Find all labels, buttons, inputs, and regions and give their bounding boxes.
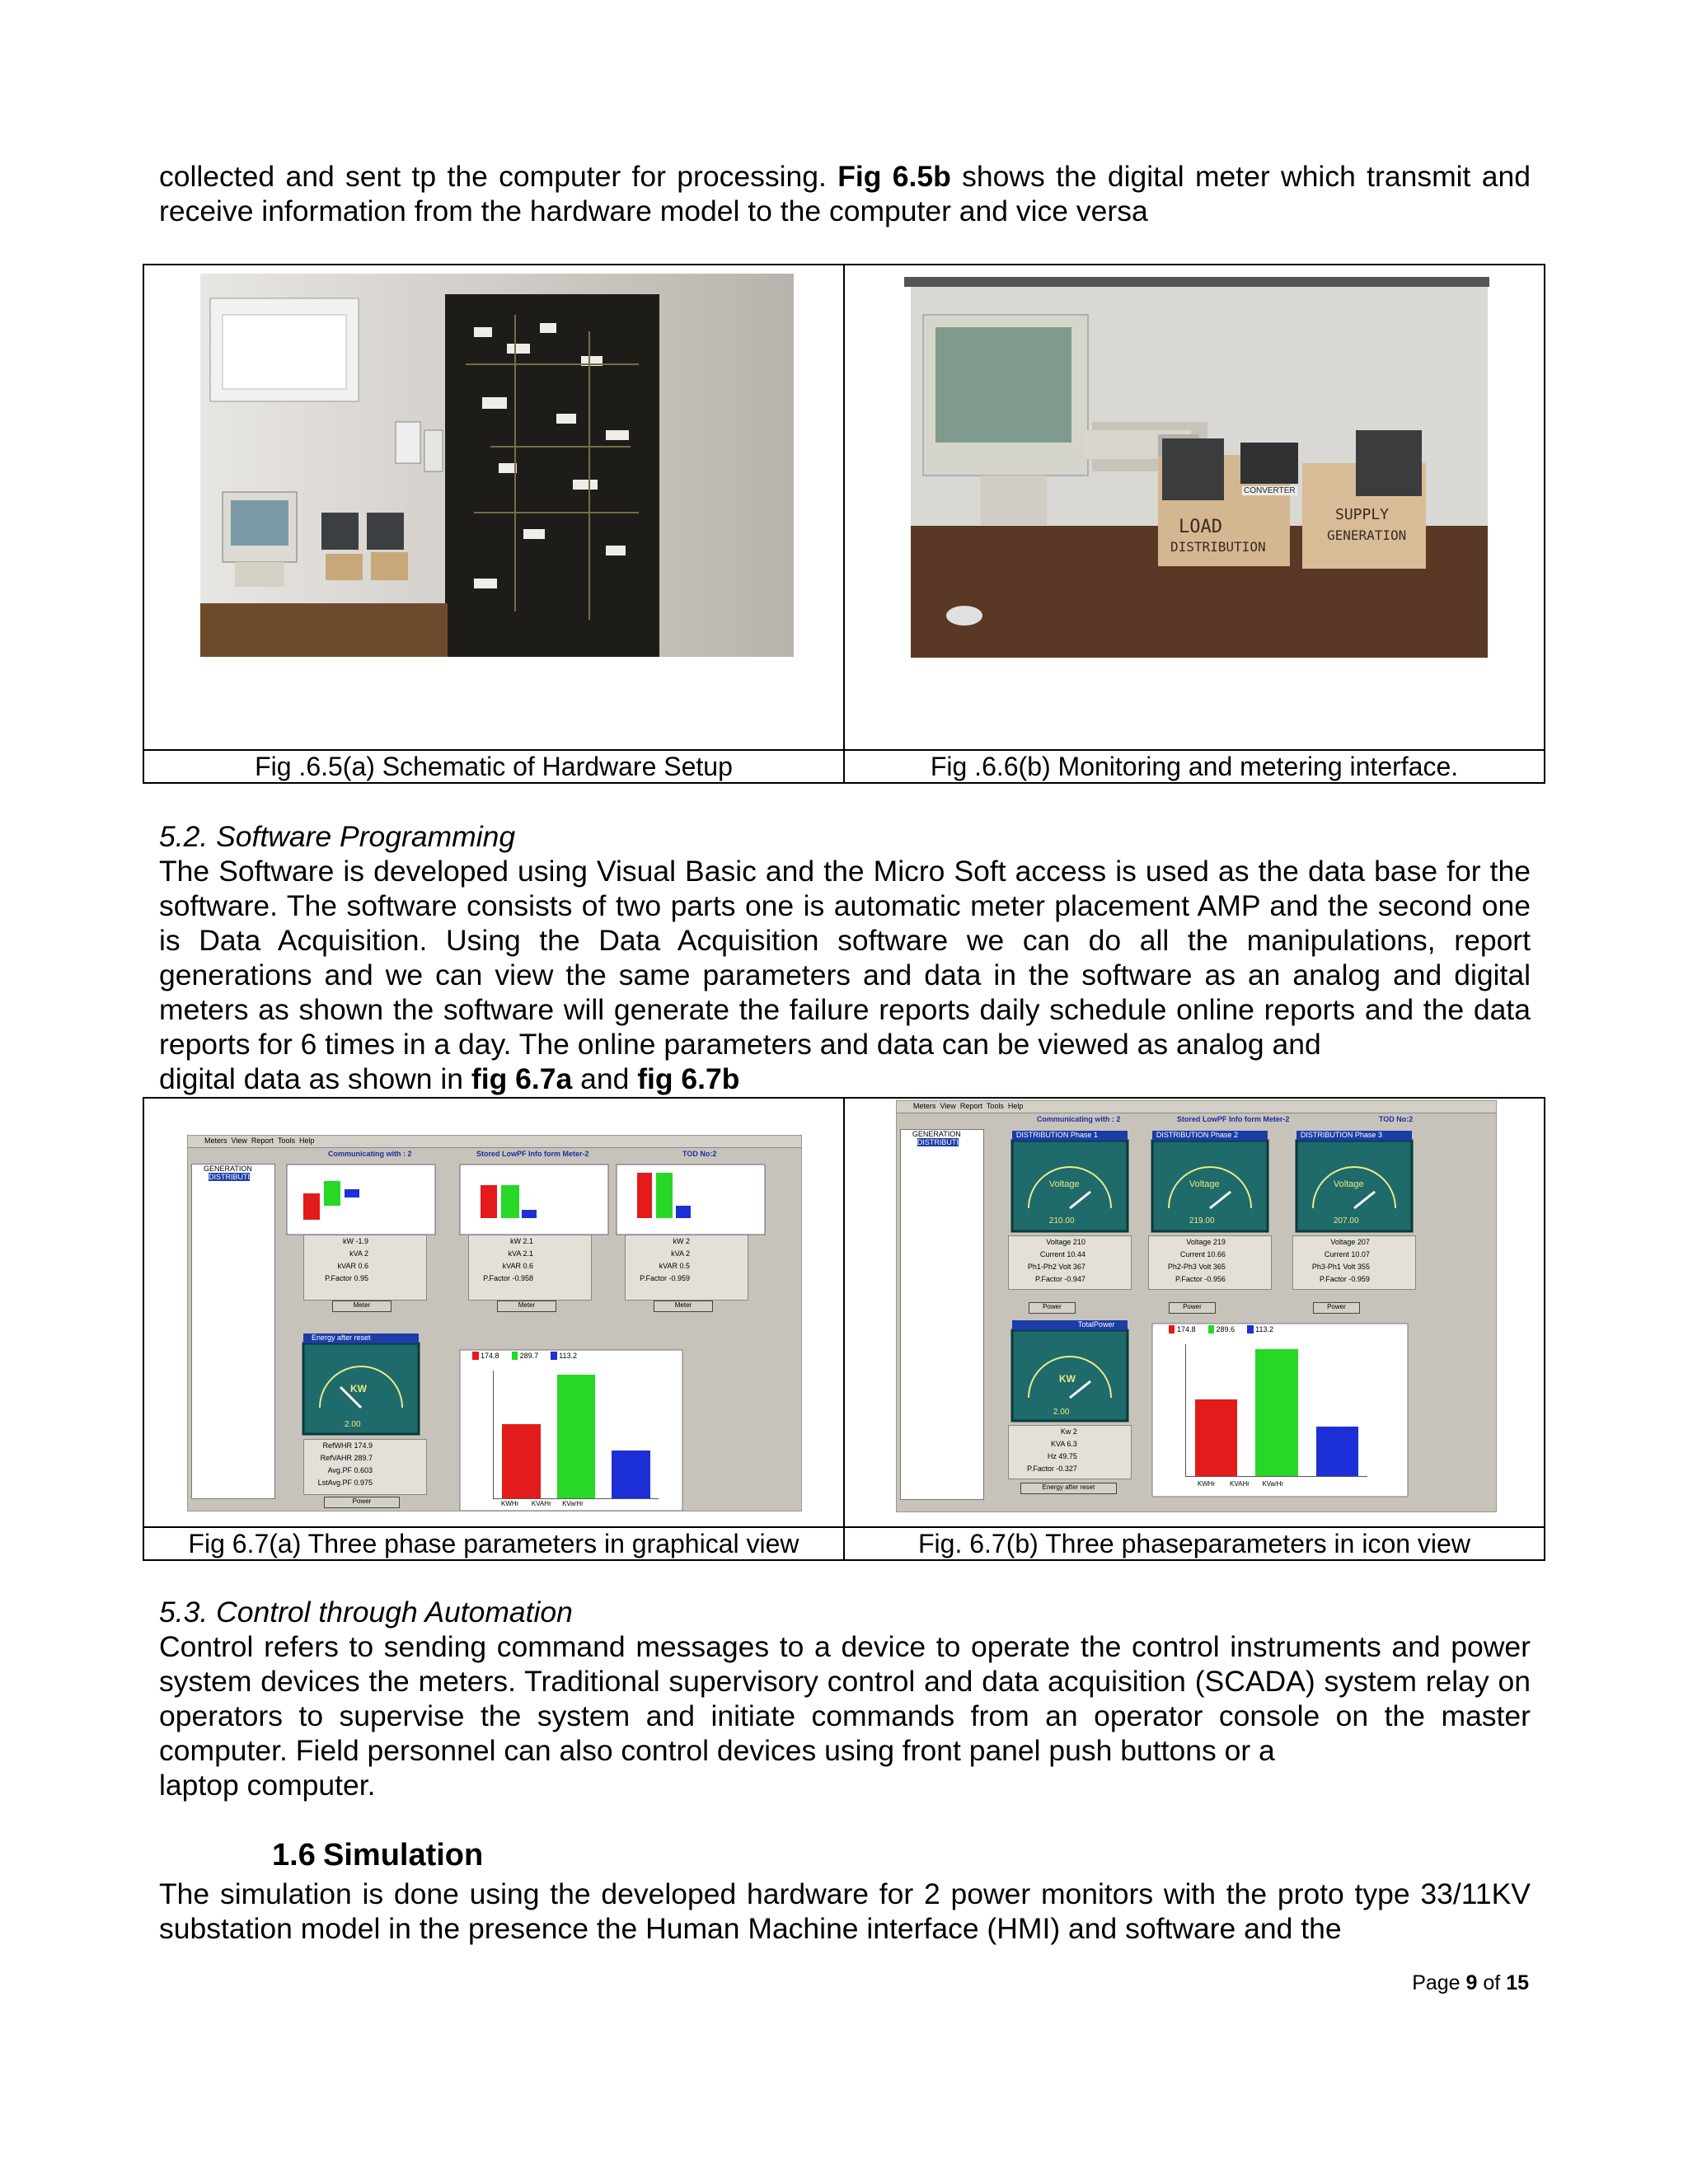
figure-6-7a-caption: Fig 6.7(a) Three phase parameters in graphical view	[143, 1527, 844, 1560]
energy-bar	[1195, 1399, 1237, 1476]
figure-6-6b-caption: Fig .6.6(b) Monitoring and metering interface.	[844, 750, 1545, 783]
icon-view-cell	[844, 1098, 1545, 1527]
meters-photo	[845, 265, 1544, 749]
energy-bar	[1255, 1349, 1297, 1476]
section-1-6-heading: 1.6 Simulation	[272, 1838, 484, 1872]
right-status-tod: TOD No:2	[1378, 1115, 1414, 1123]
phase3-meter-button[interactable]: Meter	[654, 1301, 713, 1312]
right-status-comm: Communicating with : 2	[1036, 1115, 1121, 1123]
graphical-view-cell	[143, 1098, 844, 1527]
left-menu-bar: Meters View Report Tools Help	[204, 1137, 315, 1145]
phase2-title: DISTRIBUTION Phase 2	[1156, 1131, 1238, 1139]
energy-bar	[1316, 1427, 1358, 1476]
hardware-photo-cell	[143, 265, 844, 750]
energy-after-reset-button[interactable]: Energy after reset	[1020, 1483, 1117, 1494]
generation-box-label: GENERATION	[1326, 527, 1407, 543]
icon-view-screenshot	[845, 1099, 1544, 1526]
converter-label: CONVERTER	[1243, 486, 1296, 495]
phase3-power-button[interactable]: Power	[1313, 1302, 1360, 1314]
phase1-params: Voltage 210 Current 10.44 Ph1-Ph2 Volt 367 P.Factor -0.947	[1008, 1235, 1132, 1290]
figure-hardware-table	[143, 264, 1545, 784]
energy-bar	[557, 1375, 596, 1498]
phase3-readout: 207.00	[1333, 1216, 1359, 1226]
phase2-readout: 219.00	[1189, 1216, 1215, 1226]
energy-after-reset-title: Energy after reset	[312, 1333, 371, 1342]
left-status-stored: Stored LowPF Info form Meter-2	[476, 1150, 589, 1158]
left-status-comm: Communicating with : 2	[328, 1150, 412, 1158]
right-menu-bar: Meters View Report Tools Help	[912, 1102, 1024, 1110]
energy-gauge-unit: KW	[350, 1383, 367, 1394]
load-box-label: LOAD	[1178, 517, 1222, 537]
hardware-setup-photo	[144, 265, 843, 749]
phase2-params: Voltage 219 Current 10.66 Ph2-Ph3 Volt 365 P.Factor -0.956	[1148, 1235, 1272, 1290]
right-status-stored: Stored LowPF Info form Meter-2	[1176, 1115, 1290, 1123]
right-chart-legend: 174.8 289.6 113.2	[1169, 1325, 1273, 1333]
section-5-3-body: Control refers to sending command messages to a device to operate the control instruments and power system devices the meters. Traditional supervisory control and data acquisition (SCADA) system relay on operators to supervise the system and initiate commands from an operator console on the master computer. Field personnel can also control devices using front panel push buttons or a laptop computer.	[159, 1630, 1531, 1802]
total-fields-panel: Kw 2 KVA 6.3 Hz 49.75 P.Factor -0.327	[1008, 1425, 1132, 1479]
phase2-values-panel: kW 2.1 kVA 2.1 kVAR 0.6 P.Factor -0.958	[468, 1235, 592, 1301]
right-bar-labels: KWHr KVAHr KVarHr	[1197, 1480, 1284, 1488]
section-5-3-heading: 5.3. Control through Automation	[159, 1596, 573, 1629]
phase2-meter-button[interactable]: Meter	[497, 1301, 556, 1312]
energy-gauge-value: 2.00	[345, 1420, 361, 1429]
figure-6-5a-caption: Fig .6.5(a) Schematic of Hardware Setup	[143, 750, 844, 783]
phase3-title: DISTRIBUTION Phase 3	[1300, 1131, 1382, 1139]
phase2-gauge-label: Voltage	[1189, 1179, 1220, 1189]
phase3-values-panel: kW 2 kVA 2 kVAR 0.5 P.Factor -0.959	[625, 1235, 748, 1301]
phase1-gauge-label: Voltage	[1048, 1179, 1080, 1189]
energy-bar	[502, 1424, 541, 1498]
graphical-view-screenshot	[144, 1099, 843, 1526]
total-gauge-unit: KW	[1058, 1373, 1076, 1385]
phase1-title: DISTRIBUTION Phase 1	[1015, 1131, 1098, 1139]
left-tree-panel[interactable]: GENERATION DISTRIBUTI	[191, 1164, 275, 1499]
phase1-meter-button[interactable]: Meter	[332, 1301, 392, 1312]
right-bar-chart	[1185, 1344, 1367, 1477]
right-tree-panel[interactable]: GENERATION DISTRIBUTI	[900, 1129, 984, 1500]
left-status-tod: TOD No:2	[682, 1150, 717, 1158]
energy-bar	[612, 1451, 650, 1498]
energy-fields-panel: RefWHR 174.9 RefVAHR 289.7 Avg.PF 0.603 LstAvg.PF 0.975	[303, 1439, 427, 1495]
phase3-gauge-label: Voltage	[1333, 1179, 1364, 1189]
total-power-title: TotalPower	[1077, 1320, 1115, 1329]
phase3-params: Voltage 207 Current 10.07 Ph3-Ph1 Volt 355 P.Factor -0.959	[1292, 1235, 1416, 1290]
supply-box-label: SUPPLY	[1334, 506, 1390, 523]
figure-6-7b-caption: Fig. 6.7(b) Three phaseparameters in icon view	[844, 1527, 1545, 1560]
section-5-2-heading: 5.2. Software Programming	[159, 820, 516, 853]
page-number: Page 9 of 15	[1412, 1971, 1529, 1994]
total-gauge-value: 2.00	[1053, 1408, 1070, 1417]
meters-photo-cell	[844, 265, 1545, 750]
phase1-readout: 210.00	[1048, 1216, 1075, 1226]
phase1-power-button[interactable]: Power	[1029, 1302, 1076, 1314]
intro-paragraph: collected and sent tp the computer for processing. Fig 6.5b shows the digital meter which transmit and receive information from the hardware model to the computer and vice versa	[159, 160, 1531, 227]
phase2-power-button[interactable]: Power	[1169, 1302, 1216, 1314]
left-bar-chart	[493, 1371, 659, 1499]
phase1-values-panel: kW -1.9 kVA 2 kVAR 0.6 P.Factor 0.95	[303, 1235, 427, 1301]
left-bar-labels: KWHr KVAHr KVarHr	[501, 1500, 584, 1507]
section-1-6-body: The simulation is done using the developed hardware for 2 power monitors with the proto type 33/11KV substation model in the presence the Human Machine interface (HMI) and software and the	[159, 1877, 1531, 1945]
figure-software-table	[143, 1097, 1545, 1561]
section-5-2-body: The Software is developed using Visual Basic and the Micro Soft access is used as the data base for the software. The software consists of two parts one is automatic meter placement AMP and the second one is Data Acquisition. Using the Data Acquisition software we can do all the manipulations, report generations and we can view the same parameters and data in the software as an analog and digital meters as shown the software will generate the failure reports daily schedule online reports and the data reports for 6 times in a day. The online parameters and data can be viewed as analog and digital data as shown in fig 6.7a and fig 6.7b	[159, 855, 1531, 1095]
power-button[interactable]: Power	[324, 1497, 400, 1508]
left-chart-legend: 174.8 289.7 113.2	[472, 1352, 577, 1360]
distribution-box-label: DISTRIBUTION	[1170, 539, 1266, 555]
